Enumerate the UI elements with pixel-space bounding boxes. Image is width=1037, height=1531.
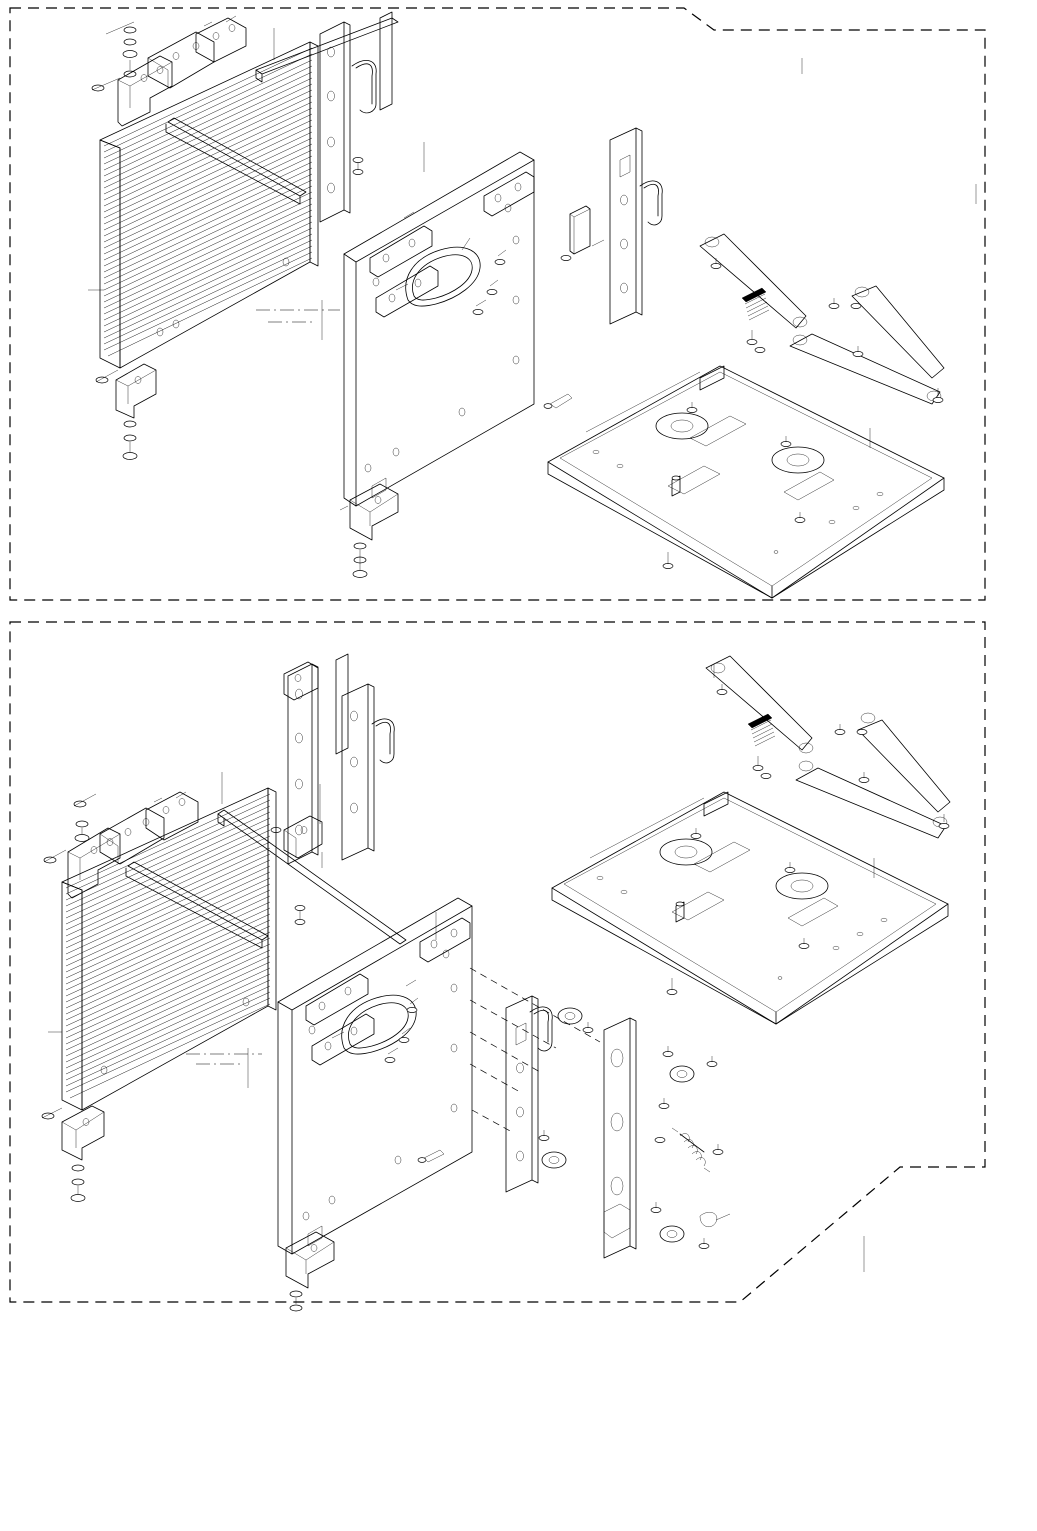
finned-heat-exchanger-panel-b <box>62 788 406 1110</box>
coil-spring-b <box>672 1128 710 1172</box>
link-arm-pair-b <box>706 656 950 838</box>
base-plate-assembly-b <box>552 792 948 1024</box>
vertical-rail-strip-b <box>271 654 394 868</box>
connector-block <box>561 206 604 261</box>
grommet-washer-set <box>539 1008 730 1249</box>
carry-handle-upper <box>372 719 394 763</box>
slotted-mounting-rail <box>610 128 662 324</box>
carry-handle-top <box>352 60 376 112</box>
mount-bracket-bottom <box>340 484 398 578</box>
coil-spring-c <box>748 714 775 746</box>
fastener-set-mid <box>353 157 572 408</box>
coil-spring <box>742 288 769 320</box>
mount-bracket-lower-left <box>96 364 156 460</box>
figure-top <box>0 0 1037 620</box>
screw-washer-stack-upper-left <box>92 16 246 126</box>
finned-heat-exchanger-panel <box>100 18 398 368</box>
side-chassis-plate <box>344 152 534 506</box>
vertical-rail-strip <box>320 12 392 222</box>
base-plate-assembly <box>548 366 944 598</box>
retaining-clip <box>700 1212 730 1227</box>
screw-washer-stack-left-b <box>42 792 198 1202</box>
side-chassis-plate-b <box>278 898 472 1311</box>
link-arm-pair <box>700 234 944 404</box>
figure-bottom <box>0 612 1037 1312</box>
slotted-mounting-rail-b <box>506 996 636 1258</box>
leader-lines-b <box>48 664 874 1272</box>
